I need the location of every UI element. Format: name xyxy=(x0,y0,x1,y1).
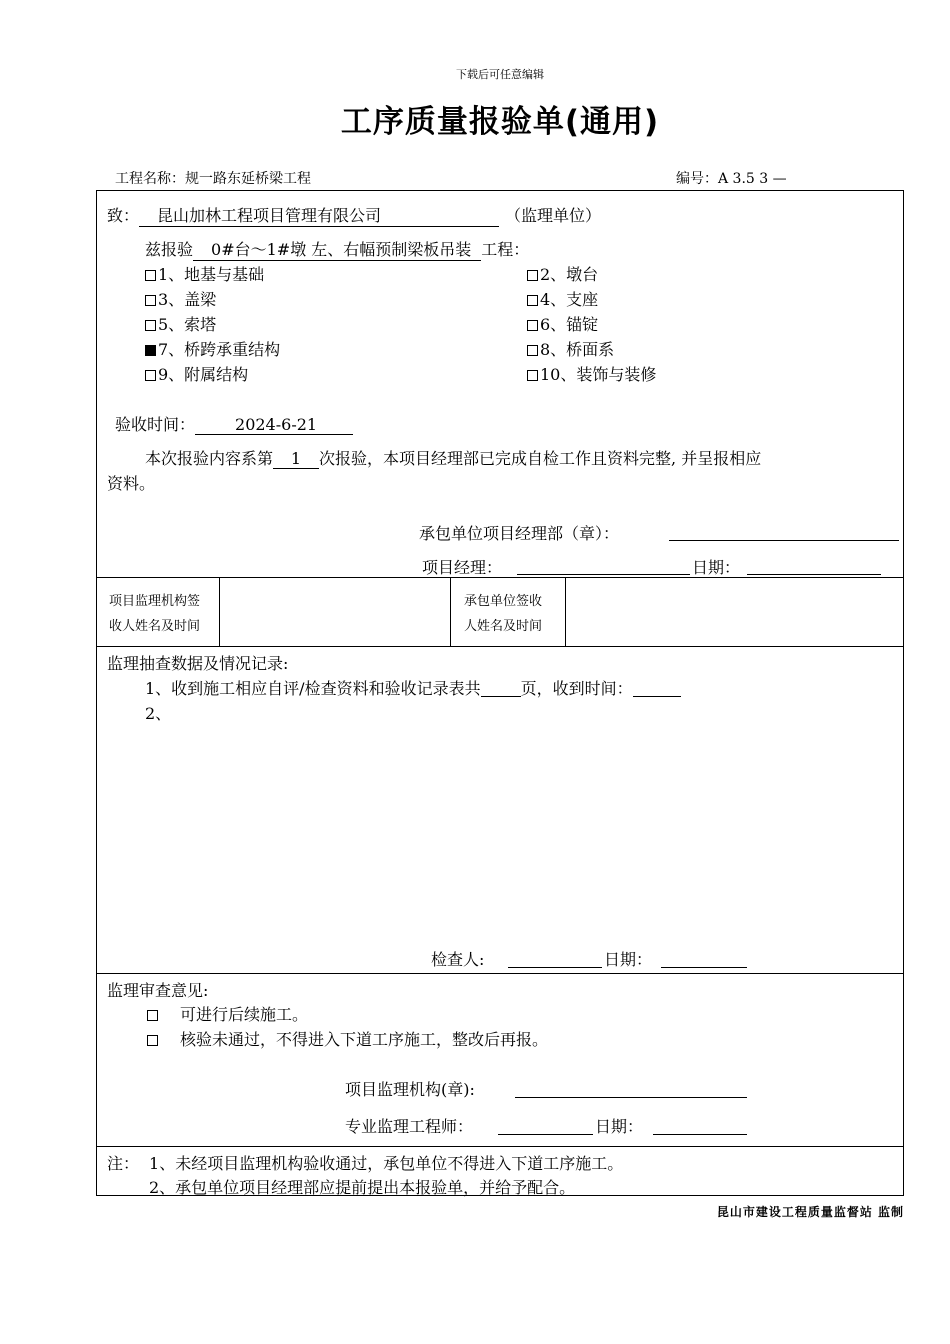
item-5-label: 5、索塔 xyxy=(158,315,217,334)
review-engineer-label: 专业监理工程师： xyxy=(345,1117,474,1136)
item-2-checkbox[interactable] xyxy=(527,270,538,281)
project-manager-line[interactable] xyxy=(517,574,690,575)
receivers-divider-2 xyxy=(450,577,451,646)
item-3-label: 3、盖梁 xyxy=(158,290,217,309)
inspection-content[interactable]: 0#台～1#墩 左、右幅预制梁板吊装 xyxy=(193,237,481,261)
records-line-2: 2、 xyxy=(145,704,172,723)
review-date-label: 日期： xyxy=(595,1117,644,1136)
receivers-divider-1 xyxy=(219,577,220,646)
review-agency-label: 项目监理机构(章): xyxy=(345,1080,475,1099)
statement-line-2: 资料。 xyxy=(107,474,156,493)
records-date-label: 日期： xyxy=(604,950,653,969)
review-date-line[interactable] xyxy=(653,1134,747,1135)
review-title: 监理审查意见: xyxy=(107,981,209,1000)
review-option-1[interactable] xyxy=(147,1002,308,1025)
item-1-checkbox[interactable] xyxy=(145,270,156,281)
addressee-label: 致： xyxy=(107,206,140,225)
item-2-label: 2、墩台 xyxy=(540,265,599,284)
item-7-label: 7、桥跨承重结构 xyxy=(158,340,281,359)
form-number-row xyxy=(676,168,787,188)
records-title: 监理抽查数据及情况记录: xyxy=(107,654,289,673)
project-name-row xyxy=(115,168,311,188)
contractor-dept-label: 承包单位项目经理部（章）： xyxy=(419,524,620,543)
supervisor-receiver-line1: 项目监理机构签 xyxy=(109,594,201,609)
review-option-2-checkbox[interactable] xyxy=(147,1035,158,1046)
divider-review-top xyxy=(97,973,903,974)
addressee-company[interactable]: 昆山加林工程项目管理有限公司 xyxy=(139,203,499,227)
inspection-form xyxy=(96,190,904,1196)
page-title: 工序质量报验单(通用) xyxy=(340,104,660,140)
item-9[interactable] xyxy=(145,362,248,385)
supervisor-receiver-line2: 收人姓名及时间 xyxy=(109,619,201,634)
contractor-date-line[interactable] xyxy=(747,574,881,575)
form-number-label: 编号： xyxy=(676,171,718,187)
item-9-label: 9、附属结构 xyxy=(158,365,249,384)
note-1-text: 1、未经项目监理机构验收通过，承包单位不得进入下道工序施工。 xyxy=(149,1154,624,1173)
contractor-receiver-line2: 人姓名及时间 xyxy=(464,619,543,634)
records-time-field[interactable] xyxy=(633,680,681,697)
records-pages-field[interactable] xyxy=(481,680,521,697)
addressee-suffix: （监理单位） xyxy=(505,206,602,225)
review-option-1-label: 可进行后续施工。 xyxy=(180,1005,309,1024)
item-3[interactable] xyxy=(145,287,216,310)
divider-receivers-bottom xyxy=(97,646,903,647)
form-number-value: A 3.5 3 — xyxy=(718,171,787,187)
receivers-divider-3 xyxy=(565,577,566,646)
top-note: 下载后可任意编辑 xyxy=(456,68,544,81)
item-9-checkbox[interactable] xyxy=(145,370,156,381)
divider-receivers-top xyxy=(97,577,903,578)
statement-part1: 本次报验内容系第 xyxy=(145,449,274,468)
inspector-line[interactable] xyxy=(508,967,602,968)
item-6-checkbox[interactable] xyxy=(527,320,538,331)
records-date-line[interactable] xyxy=(661,967,747,968)
note-2: 2、承包单位项目经理部应提前提出本报验单，并给予配合。 xyxy=(149,1178,576,1197)
issuer-footer: 昆山市建设工程质量监督站 监制 xyxy=(716,1205,904,1219)
item-1[interactable] xyxy=(145,262,264,285)
item-10[interactable] xyxy=(527,362,656,385)
records-line-1-a: 1、收到施工相应自评/检查资料和验收记录表共 xyxy=(145,679,481,698)
acceptance-time-row xyxy=(115,412,353,435)
inspection-suffix: 工程： xyxy=(481,240,530,259)
statement-part2: 次报验，本项目经理部已完成自检工作且资料完整, 并呈报相应 xyxy=(319,449,762,468)
item-7-checkbox[interactable] xyxy=(145,345,156,356)
item-7[interactable] xyxy=(145,337,280,360)
item-2[interactable] xyxy=(527,262,598,285)
item-8[interactable] xyxy=(527,337,614,360)
supervisor-receiver-field[interactable] xyxy=(221,579,449,645)
review-agency-line[interactable] xyxy=(515,1097,747,1098)
statement-line-1 xyxy=(145,446,761,469)
item-3-checkbox[interactable] xyxy=(145,295,156,306)
statement-count[interactable]: 1 xyxy=(273,449,319,469)
item-4-checkbox[interactable] xyxy=(527,295,538,306)
item-1-label: 1、地基与基础 xyxy=(158,265,265,284)
notes-label: 注： xyxy=(107,1154,140,1173)
item-5[interactable] xyxy=(145,312,216,335)
item-6[interactable] xyxy=(527,312,598,335)
item-4[interactable] xyxy=(527,287,598,310)
review-option-2-label: 核验未通过，不得进入下道工序施工，整改后再报。 xyxy=(180,1030,549,1049)
project-manager-label: 项目经理： xyxy=(422,558,503,577)
inspection-prefix: 兹报验 xyxy=(145,240,194,259)
review-option-1-checkbox[interactable] xyxy=(147,1010,158,1021)
item-5-checkbox[interactable] xyxy=(145,320,156,331)
project-name-label: 工程名称： xyxy=(115,171,185,187)
review-engineer-line[interactable] xyxy=(498,1134,593,1135)
item-4-label: 4、支座 xyxy=(540,290,599,309)
item-10-label: 10、装饰与装修 xyxy=(540,365,657,384)
item-6-label: 6、锚锭 xyxy=(540,315,599,334)
inspector-label: 检查人: xyxy=(431,950,485,969)
contractor-dept-line[interactable] xyxy=(669,540,899,541)
item-10-checkbox[interactable] xyxy=(527,370,538,381)
contractor-receiver-line1: 承包单位签收 xyxy=(464,594,543,609)
contractor-date-label: 日期： xyxy=(692,558,741,577)
supervisor-receiver-label xyxy=(109,589,200,639)
contractor-receiver-field[interactable] xyxy=(567,579,901,645)
inspection-line xyxy=(145,237,529,261)
records-line-1-b: 页，收到时间： xyxy=(520,679,633,698)
acceptance-time-label: 验收时间： xyxy=(115,415,196,434)
divider-notes-top xyxy=(97,1146,903,1147)
review-option-2[interactable] xyxy=(147,1027,548,1050)
records-line-1 xyxy=(145,676,681,699)
item-8-checkbox[interactable] xyxy=(527,345,538,356)
note-1 xyxy=(107,1151,623,1174)
project-name-value: 规一路东延桥梁工程 xyxy=(185,171,311,187)
addressee-row xyxy=(107,203,601,227)
acceptance-time-value[interactable]: 2024-6-21 xyxy=(195,415,353,435)
item-8-label: 8、桥面系 xyxy=(540,340,615,359)
contractor-receiver-label xyxy=(464,589,542,639)
